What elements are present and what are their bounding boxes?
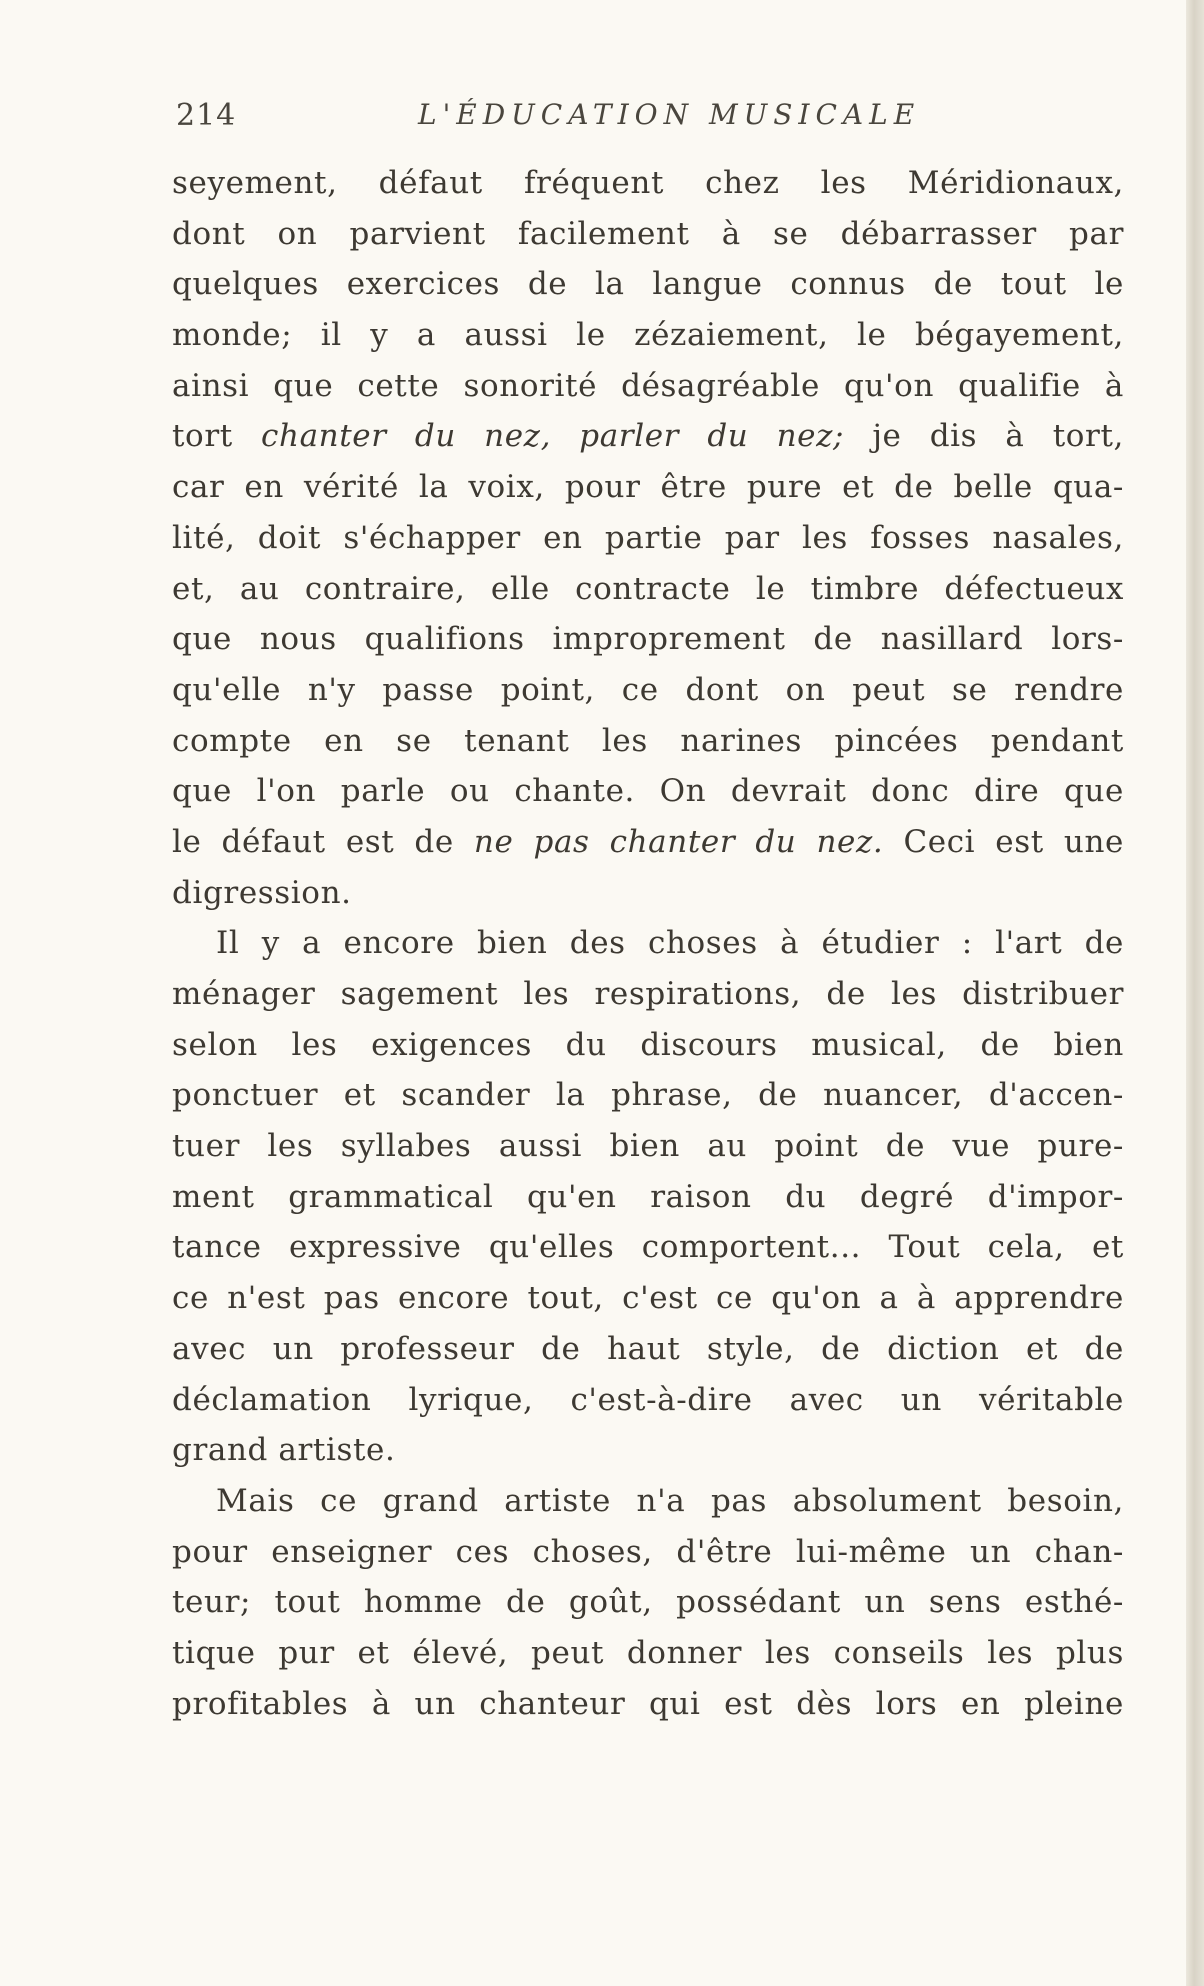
- text-line: ponctuer et scander la phrase, de nuancer, d'accen-: [172, 1077, 1124, 1114]
- page-edge-shadow: [1186, 0, 1204, 1986]
- text-line: profitables à un chanteur qui est dès lors en pleine: [172, 1685, 1124, 1722]
- text-line: monde; il y a aussi le zézaiement, le bégayement,: [172, 317, 1124, 354]
- text-line: lité, doit s'échapper en partie par les fosses nasales,: [172, 519, 1124, 556]
- text-line: Mais ce grand artiste n'a pas absolument besoin,: [216, 1482, 1124, 1519]
- text-line: ment grammatical qu'en raison du degré d'impor-: [172, 1178, 1124, 1215]
- text-line: Il y a encore bien des choses à étudier : l'art de: [216, 925, 1124, 962]
- text-line: [172, 817, 1124, 868]
- text-line: que nous qualifions improprement de nasillard lors-: [172, 621, 1124, 658]
- text-line: selon les exigences du discours musical, de bien: [172, 1026, 1124, 1063]
- text-line: ce n'est pas encore tout, c'est ce qu'on a à apprendre: [172, 1280, 1124, 1317]
- text-line: ménager sagement les respirations, de les distribuer: [172, 976, 1124, 1012]
- text-line: tance expressive qu'elles comportent... Tout cela, et: [172, 1229, 1124, 1266]
- text-line: car en vérité la voix, pour être pure et de belle qua-: [172, 469, 1124, 506]
- text-run: tort: [172, 418, 262, 455]
- text-line: tique pur et élevé, peut donner les conseils les plus: [172, 1634, 1124, 1671]
- running-title: L'ÉDUCATION MUSICALE: [418, 98, 921, 131]
- text-line: compte en se tenant les narines pincées pendant: [172, 722, 1124, 759]
- page-number: 214: [176, 98, 237, 133]
- text-line: ainsi que cette sonorité désagréable qu'on qualifie à: [172, 367, 1124, 404]
- text-line: et, au contraire, elle contracte le timbre défectueux: [172, 570, 1124, 607]
- text-line: tuer les syllabes aussi bien au point de vue pure-: [172, 1128, 1124, 1165]
- text-run: je dis à tort,: [844, 418, 1124, 455]
- text-line: avec un professeur de haut style, de diction et de: [172, 1330, 1124, 1367]
- text-line: seyement, défaut fréquent chez les Méridionaux,: [172, 165, 1124, 201]
- text-line: quelques exercices de la langue connus de tout le: [172, 266, 1124, 303]
- text-line: grand artiste.: [172, 1432, 396, 1469]
- text-line: que l'on parle ou chante. On devrait donc dire que: [172, 773, 1124, 810]
- page-header: [176, 98, 1126, 138]
- text-line: dont on parvient facilement à se débarrasser par: [172, 215, 1124, 252]
- body-text: [172, 158, 1124, 1729]
- text-line: [172, 411, 1124, 462]
- text-line: déclamation lyrique, c'est-à-dire avec un véritable: [172, 1381, 1124, 1418]
- text-run: Ceci est une: [883, 823, 1124, 860]
- text-line: digression.: [172, 874, 352, 911]
- text-line: teur; tout homme de goût, possédant un sens esthé-: [172, 1584, 1124, 1621]
- text-line: qu'elle n'y passe point, ce dont on peut se rendre: [172, 671, 1124, 708]
- italic-run: ne pas chanter du nez.: [473, 823, 884, 860]
- text-line: pour enseigner ces choses, d'être lui-même un chan-: [172, 1533, 1124, 1570]
- italic-run: chanter du nez, parler du nez;: [261, 418, 845, 455]
- text-run: le défaut est de: [172, 823, 474, 860]
